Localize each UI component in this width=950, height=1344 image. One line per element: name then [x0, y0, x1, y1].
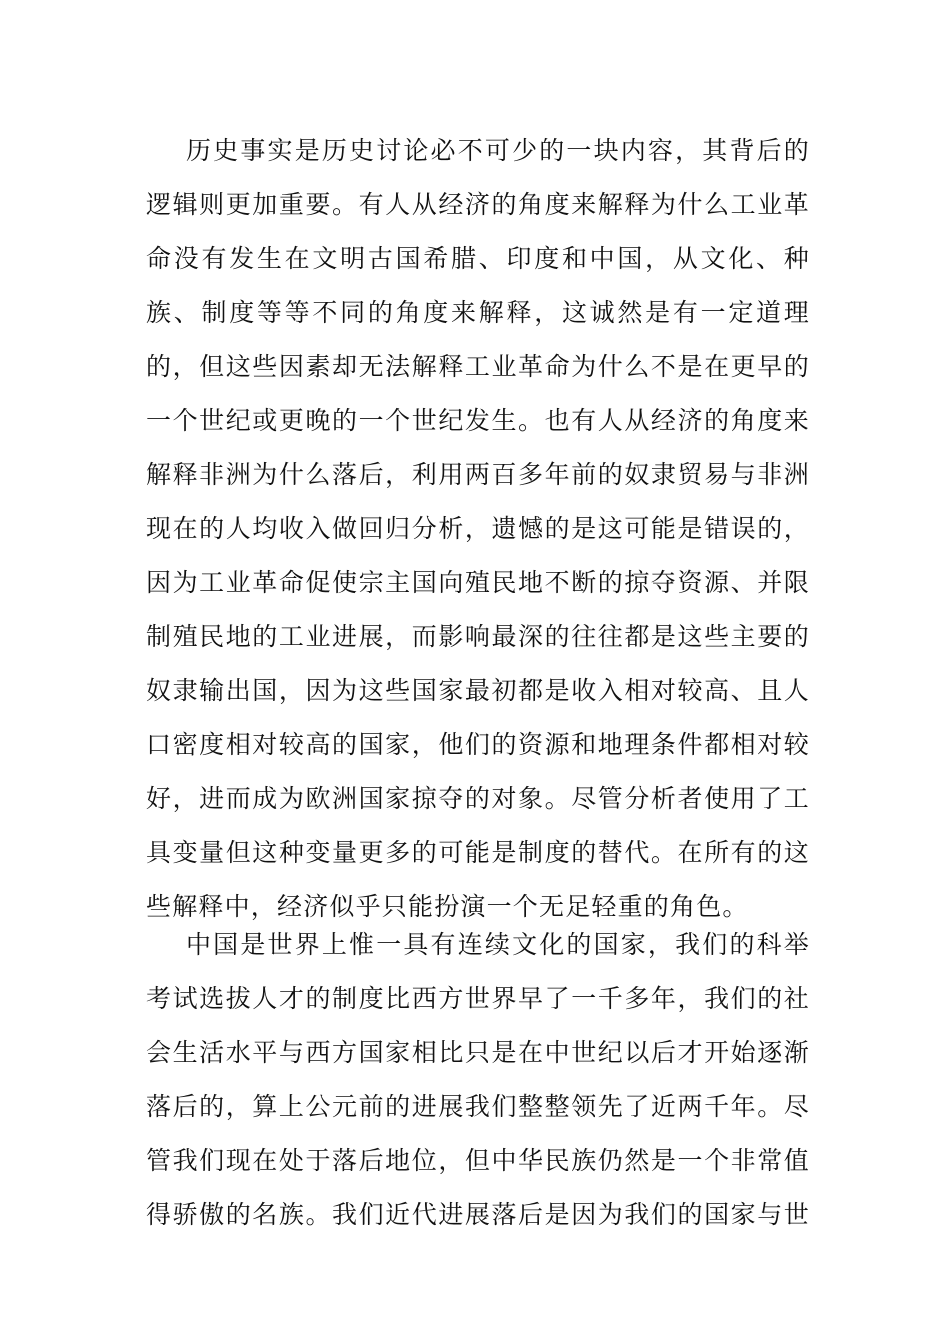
page-bottom-margin	[0, 1237, 950, 1344]
paragraph-china-culture: 中国是世界上惟一具有连续文化的国家，我们的科举考试选拔人才的制度比西方世界早了一千多年，我们的社会生活水平与西方国家相比只是在中世纪以后才开始逐渐落后的，算上公元前的进展我们整整领先了近两千年。尽管我们现在处于落后地位，但中华民族仍然是一个非常值得骄傲的名族。我们近代进展落后是因为我们的国家与世	[146, 930, 810, 1229]
paragraph-historical-facts: 历史事实是历史讨论必不可少的一块内容，其背后的逻辑则更加重要。有人从经济的角度来解释为什么工业革命没有发生在文明古国希腊、印度和中国，从文化、种族、制度等等不同的角度来解释，这诚然是有一定道理的，但这些因素却无法解释工业革命为什么不是在更早的一个世纪或更晚的一个世纪发生。也有人从经济的角度来解释非洲为什么落后，利用两百多年前的奴隶贸易与非洲现在的人均收入做回归分析，遗憾的是这可能是错误的，因为工业革命促使宗主国向殖民地不断的掠夺资源、并限制殖民地的工业进展，而影响最深的往往都是这些主要的奴隶输出国，因为这些国家最初都是收入相对较高、且人口密度相对较高的国家，他们的资源和地理条件都相对较好，进而成为欧洲国家掠夺的对象。尽管分析者使用了工具变量但这种变量更多的可能是制度的替代。在所有的这些解释中，经济似乎只能扮演一个无足轻重的角色。	[146, 136, 810, 921]
